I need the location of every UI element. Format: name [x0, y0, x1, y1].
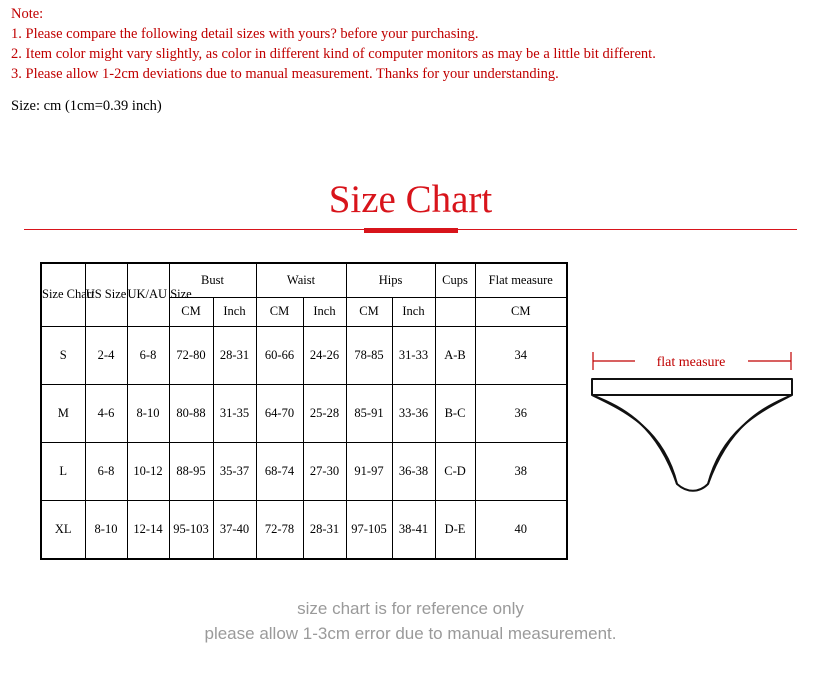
table-row [41, 443, 567, 501]
cell-waist-inch: 28-31 [303, 501, 346, 559]
cell-hips-inch: 31-33 [392, 326, 435, 384]
cell-bust-cm: 80-88 [169, 384, 213, 442]
cell-bust-inch: 35-37 [213, 443, 256, 501]
subheader-hips-inch: Inch [392, 297, 435, 326]
subheader-bust-inch: Inch [213, 297, 256, 326]
cell-hips-inch: 33-36 [392, 384, 435, 442]
cell-ukau: 10-12 [127, 443, 169, 501]
subheader-hips-cm: CM [346, 297, 392, 326]
header-hips: Hips [346, 263, 435, 297]
notes-block [11, 4, 656, 84]
cell-cups: A-B [435, 326, 475, 384]
subheader-bust-cm: CM [169, 297, 213, 326]
note-line-2: 2. Item color might vary slightly, as color in different kind of computer monitors as may be a little bit different. [11, 46, 656, 62]
cell-bust-cm: 72-80 [169, 326, 213, 384]
cell-us: 2-4 [85, 326, 127, 384]
cell-cups: C-D [435, 443, 475, 501]
header-flat-measure: Flat measure [475, 263, 567, 297]
cell-flat: 34 [475, 326, 567, 384]
table-row [41, 501, 567, 559]
header-cups: Cups [435, 263, 475, 297]
cell-hips-cm: 85-91 [346, 384, 392, 442]
notes-heading: Note: [11, 6, 44, 22]
cell-cups: D-E [435, 501, 475, 559]
cell-bust-inch: 31-35 [213, 384, 256, 442]
cell-waist-cm: 72-78 [256, 501, 303, 559]
footer-disclaimer [0, 596, 821, 646]
footer-line-2: please allow 1-3cm error due to manual measurement. [204, 624, 617, 643]
cell-waist-inch: 24-26 [303, 326, 346, 384]
cell-flat: 36 [475, 384, 567, 442]
table-row [41, 326, 567, 384]
subheader-waist-cm: CM [256, 297, 303, 326]
cell-flat: 38 [475, 443, 567, 501]
cell-waist-cm: 64-70 [256, 384, 303, 442]
cell-bust-inch: 37-40 [213, 501, 256, 559]
cell-waist-inch: 27-30 [303, 443, 346, 501]
cell-bust-inch: 28-31 [213, 326, 256, 384]
cell-flat: 40 [475, 501, 567, 559]
cell-waist-cm: 60-66 [256, 326, 303, 384]
subheader-flat-cm: CM [475, 297, 567, 326]
cell-ukau: 12-14 [127, 501, 169, 559]
panty-outline-icon [592, 379, 792, 491]
header-ukau-size: UK/AU Size [127, 263, 169, 326]
table-row [41, 384, 567, 442]
subheader-cups-blank [435, 297, 475, 326]
cell-hips-cm: 97-105 [346, 501, 392, 559]
cell-ukau: 6-8 [127, 326, 169, 384]
note-line-3: 3. Please allow 1-2cm deviations due to manual measurement. Thanks for your understanding. [11, 66, 559, 82]
cell-us: 8-10 [85, 501, 127, 559]
size-table [40, 262, 568, 560]
cell-bust-cm: 95-103 [169, 501, 213, 559]
cell-size: M [41, 384, 85, 442]
cell-size: S [41, 326, 85, 384]
page-title: Size Chart [328, 178, 493, 221]
cell-size: XL [41, 501, 85, 559]
header-size-chart: Size Chart [41, 263, 85, 326]
cell-us: 4-6 [85, 384, 127, 442]
cell-hips-cm: 78-85 [346, 326, 392, 384]
header-us-size: US Size [85, 263, 127, 326]
size-unit-note: Size: cm (1cm=0.39 inch) [11, 98, 162, 114]
cell-cups: B-C [435, 384, 475, 442]
cell-waist-inch: 25-28 [303, 384, 346, 442]
footer-line-1: size chart is for reference only [297, 599, 524, 618]
cell-bust-cm: 88-95 [169, 443, 213, 501]
cell-hips-inch: 36-38 [392, 443, 435, 501]
cell-waist-cm: 68-74 [256, 443, 303, 501]
cell-us: 6-8 [85, 443, 127, 501]
subheader-waist-inch: Inch [303, 297, 346, 326]
flat-measure-diagram [585, 342, 805, 502]
table-header-row [41, 263, 567, 297]
cell-size: L [41, 443, 85, 501]
note-line-1: 1. Please compare the following detail sizes with yours? before your purchasing. [11, 26, 479, 42]
cell-ukau: 8-10 [127, 384, 169, 442]
cell-hips-cm: 91-97 [346, 443, 392, 501]
flat-measure-label: flat measure [656, 355, 726, 370]
header-bust: Bust [169, 263, 256, 297]
cell-hips-inch: 38-41 [392, 501, 435, 559]
header-waist: Waist [256, 263, 346, 297]
title-divider-accent [364, 228, 458, 233]
